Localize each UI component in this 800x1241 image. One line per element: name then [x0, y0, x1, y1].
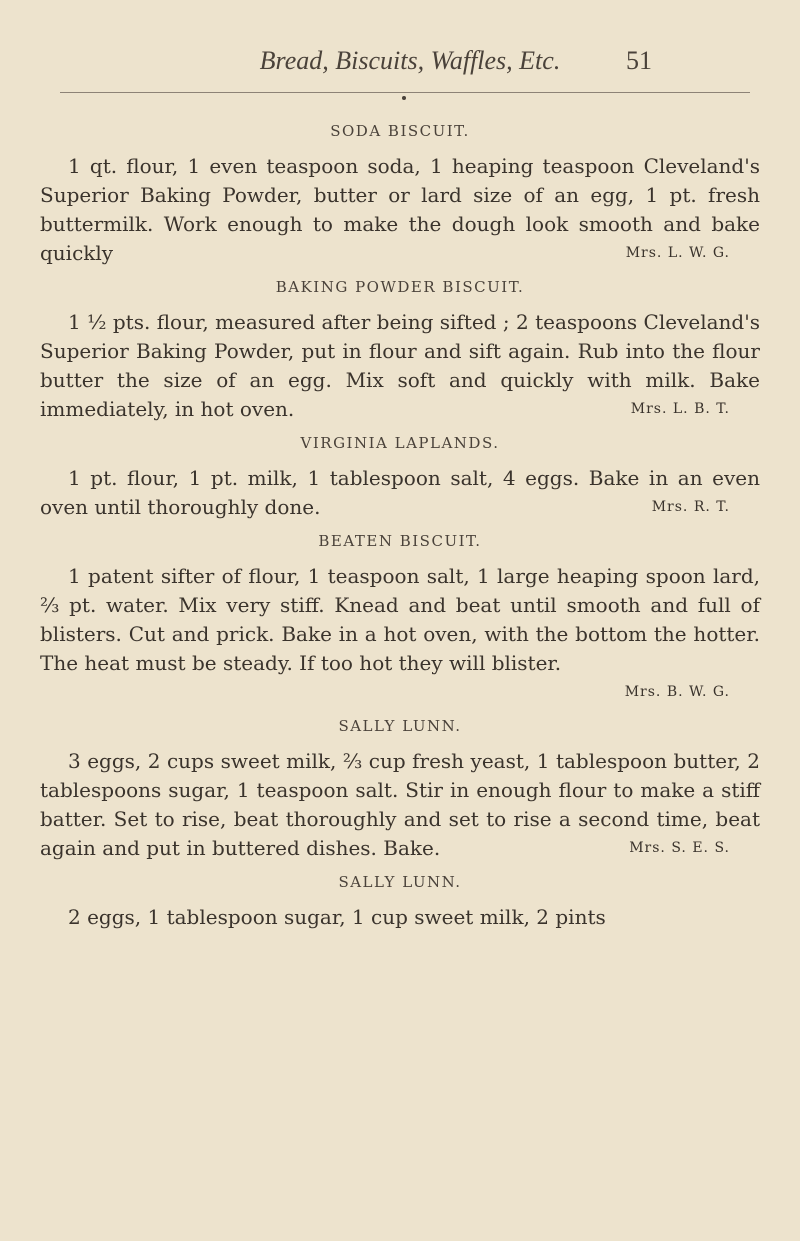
recipe-title: BEATEN BISCUIT.	[318, 532, 482, 550]
recipe-signature: Mrs. B. W. G.	[624, 684, 730, 700]
recipe-signature: Mrs. L. W. G.	[625, 245, 730, 261]
recipe-baking-powder-biscuit	[40, 276, 760, 424]
ornament-dot	[402, 96, 406, 100]
recipe-title: VIRGINIA LAPLANDS.	[300, 434, 500, 452]
recipe-body: 1 ½ pts. flour, measured after being sifted ; 2 teaspoons Cleveland's Superior Baking Powder, put in flour and sift again. Rub into the flour butter the size of an egg. Mix soft and quickly with milk. Bake immediately, in hot oven. Mrs. L. B. T.	[40, 308, 760, 424]
page-number: 51	[626, 46, 652, 75]
recipe-list	[40, 112, 760, 932]
recipe-soda-biscuit	[40, 120, 760, 268]
recipe-title: SALLY LUNN.	[338, 873, 462, 891]
running-header: Bread, Biscuits, Waffles, Etc.	[259, 46, 561, 75]
recipe-signature: Mrs. R. T.	[651, 499, 730, 515]
recipe-body: 1 pt. flour, 1 pt. milk, 1 tablespoon salt, 4 eggs. Bake in an even oven until thoroughly done. Mrs. R. T.	[40, 464, 760, 522]
recipe-title: SODA BISCUIT.	[330, 122, 470, 140]
recipe-body: 1 patent sifter of flour, 1 teaspoon salt, 1 large heaping spoon lard, ⅔ pt. water. Mix very stiff. Knead and beat until smooth and full of blisters. Cut and prick. Bake in a hot oven, with the bottom the hotter. The heat must be steady. If too hot they will blister.	[40, 564, 760, 675]
recipe-body: 3 eggs, 2 cups sweet milk, ⅔ cup fresh yeast, 1 tablespoon butter, 2 tablespoons sugar, 1 teaspoon salt. Stir in enough flour to make a stiff batter. Set to rise, beat thoroughly and set to rise a second time, beat again and put in buttered dishes. Bake. Mrs. S. E. S.	[40, 747, 760, 863]
recipe-sally-lunn-1	[40, 715, 760, 863]
recipe-title: BAKING POWDER BISCUIT.	[275, 278, 525, 296]
recipe-title: SALLY LUNN.	[338, 717, 462, 735]
header-rule	[60, 92, 750, 93]
recipe-body: 1 qt. flour, 1 even teaspoon soda, 1 heaping teaspoon Cleveland's Superior Baking Powder, butter or lard size of an egg, 1 pt. fresh buttermilk. Work enough to make the dough look smooth and bake quickly Mrs. L. W. G.	[40, 152, 760, 268]
recipe-sally-lunn-2	[40, 871, 760, 932]
recipe-signature: Mrs. L. B. T.	[630, 401, 730, 417]
recipe-beaten-biscuit	[40, 530, 760, 707]
recipe-signature: Mrs. S. E. S.	[629, 840, 730, 856]
recipe-virginia-laplands	[40, 432, 760, 522]
recipe-body: 2 eggs, 1 tablespoon sugar, 1 cup sweet milk, 2 pints	[68, 905, 606, 929]
